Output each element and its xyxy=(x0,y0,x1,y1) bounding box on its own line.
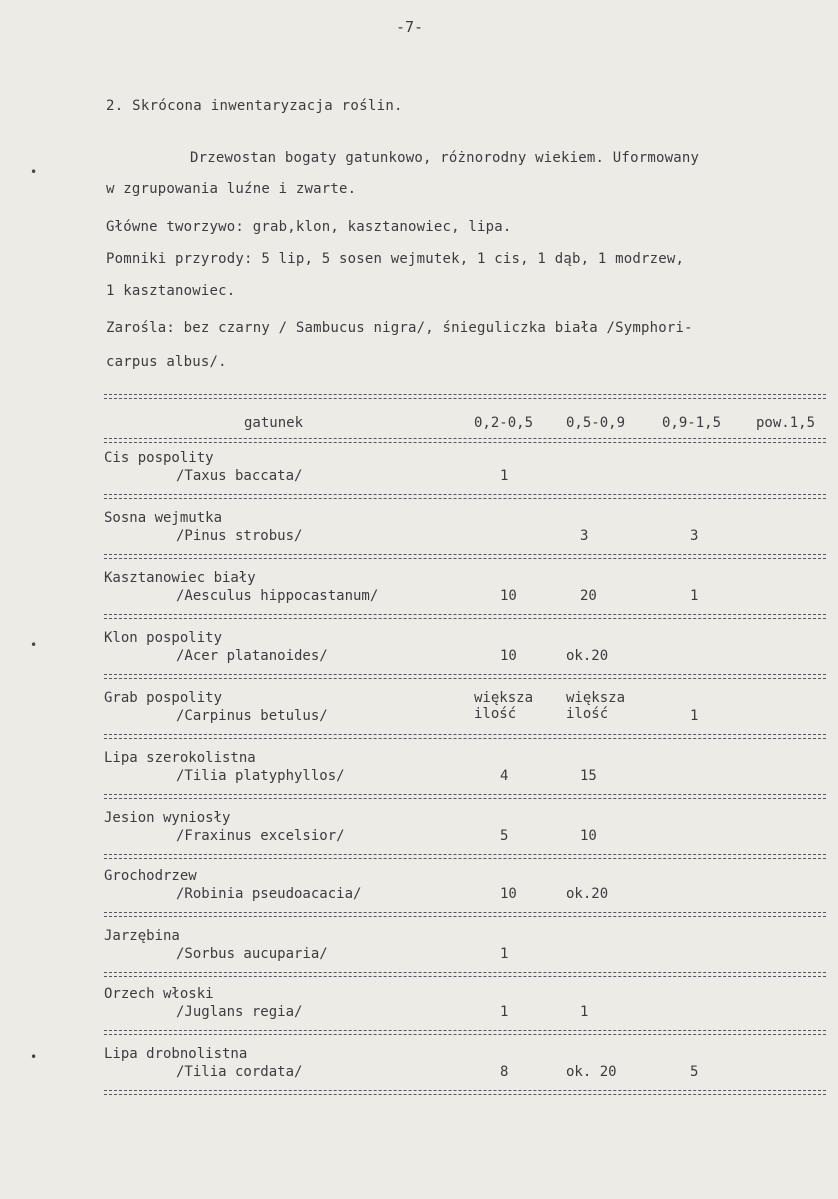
table-rule xyxy=(104,438,826,439)
table-cell-count: 1 xyxy=(690,588,699,604)
table-rule xyxy=(104,394,826,395)
margin-dot: • xyxy=(30,1050,38,1064)
column-header-range-2: 0,5-0,9 xyxy=(566,415,626,431)
species-latin-name: /Fraxinus excelsior/ xyxy=(176,828,345,844)
species-latin-name: /Tilia platyphyllos/ xyxy=(176,768,345,784)
intro-line: Pomniki przyrody: 5 lip, 5 sosen wejmutek, 1 cis, 1 dąb, 1 modrzew, xyxy=(106,251,685,267)
species-latin-name: /Sorbus aucuparia/ xyxy=(176,946,328,962)
species-common-name: Grab pospolity xyxy=(104,690,223,706)
table-rule xyxy=(104,858,826,859)
species-latin-name: /Acer platanoides/ xyxy=(176,648,328,664)
table-rule xyxy=(104,1030,826,1031)
table-cell-count: 8 xyxy=(500,1064,509,1080)
table-cell-count: ok.20 xyxy=(566,648,609,664)
table-rule xyxy=(104,734,826,735)
species-common-name: Jesion wyniosły xyxy=(104,810,231,826)
table-rule xyxy=(104,912,826,913)
species-common-name: Kasztanowiec biały xyxy=(104,570,256,586)
table-rule xyxy=(104,494,826,495)
table-rule xyxy=(104,442,826,443)
species-common-name: Sosna wejmutka xyxy=(104,510,223,526)
species-common-name: Orzech włoski xyxy=(104,986,214,1002)
section-heading: 2. Skrócona inwentaryzacja roślin. xyxy=(106,98,403,114)
table-rule xyxy=(104,678,826,679)
species-common-name: Jarzębina xyxy=(104,928,180,944)
table-rule xyxy=(104,972,826,973)
margin-dot: • xyxy=(30,165,38,179)
table-rule xyxy=(104,674,826,675)
column-header-range-1: 0,2-0,5 xyxy=(474,415,534,431)
table-cell-count: 1 xyxy=(500,468,509,484)
column-header-species: gatunek xyxy=(244,415,304,431)
species-common-name: Grochodrzew xyxy=(104,868,197,884)
species-common-name: Klon pospolity xyxy=(104,630,223,646)
species-common-name: Lipa szerokolistna xyxy=(104,750,256,766)
table-cell-count: większa ilość xyxy=(474,690,534,722)
table-cell-count: 15 xyxy=(580,768,597,784)
table-rule xyxy=(104,614,826,615)
table-cell-count: 1 xyxy=(500,1004,509,1020)
species-latin-name: /Carpinus betulus/ xyxy=(176,708,328,724)
page-number: -7- xyxy=(396,18,424,36)
intro-line: carpus albus/. xyxy=(106,354,227,370)
species-latin-name: /Juglans regia/ xyxy=(176,1004,303,1020)
species-latin-name: /Pinus strobus/ xyxy=(176,528,303,544)
species-latin-name: /Tilia cordata/ xyxy=(176,1064,303,1080)
table-cell-count: większa ilość xyxy=(566,690,626,722)
species-common-name: Cis pospolity xyxy=(104,450,214,466)
table-cell-count: 5 xyxy=(500,828,509,844)
species-latin-name: /Taxus baccata/ xyxy=(176,468,303,484)
intro-line: Główne tworzywo: grab,klon, kasztanowiec, lipa. xyxy=(106,219,512,235)
table-rule xyxy=(104,916,826,917)
species-latin-name: /Robinia pseudoacacia/ xyxy=(176,886,362,902)
intro-line: Drzewostan bogaty gatunkowo, różnorodny wiekiem. Uformowany xyxy=(190,150,700,166)
table-rule xyxy=(104,1094,826,1095)
table-cell-count: 10 xyxy=(500,588,517,604)
table-cell-count: 5 xyxy=(690,1064,699,1080)
species-latin-name: /Aesculus hippocastanum/ xyxy=(176,588,379,604)
intro-line: 1 kasztanowiec. xyxy=(106,283,236,299)
table-cell-count: ok. 20 xyxy=(566,1064,617,1080)
table-rule xyxy=(104,618,826,619)
table-rule xyxy=(104,1090,826,1091)
table-cell-count: 3 xyxy=(690,528,699,544)
table-rule xyxy=(104,976,826,977)
table-cell-count: 1 xyxy=(500,946,509,962)
table-cell-count: 1 xyxy=(580,1004,589,1020)
table-rule xyxy=(104,1034,826,1035)
table-cell-count: 1 xyxy=(690,708,699,724)
table-cell-count: 20 xyxy=(580,588,597,604)
table-rule xyxy=(104,398,826,399)
table-rule xyxy=(104,554,826,555)
table-rule xyxy=(104,798,826,799)
table-cell-count: 4 xyxy=(500,768,509,784)
table-cell-count: 10 xyxy=(500,886,517,902)
table-cell-count: ok.20 xyxy=(566,886,609,902)
table-cell-count: 10 xyxy=(580,828,597,844)
intro-line: Zarośla: bez czarny / Sambucus nigra/, śnieguliczka biała /Symphori- xyxy=(106,320,693,336)
table-cell-count: 10 xyxy=(500,648,517,664)
column-header-range-3: 0,9-1,5 xyxy=(662,415,722,431)
margin-dot: • xyxy=(30,638,38,652)
species-common-name: Lipa drobnolistna xyxy=(104,1046,248,1062)
table-rule xyxy=(104,738,826,739)
table-rule xyxy=(104,794,826,795)
column-header-range-4: pow.1,5 xyxy=(756,415,816,431)
table-cell-count: 3 xyxy=(580,528,589,544)
table-rule xyxy=(104,498,826,499)
intro-line: w zgrupowania luźne i zwarte. xyxy=(106,181,357,197)
table-rule xyxy=(104,854,826,855)
table-rule xyxy=(104,558,826,559)
